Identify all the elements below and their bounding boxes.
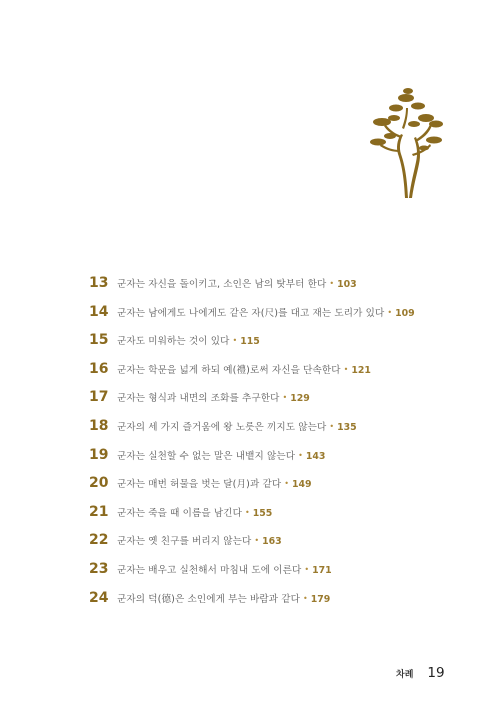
chapter-title: 군자는 매번 허물을 벗는 달(月)과 같다 (117, 479, 282, 491)
separator-dot: • (387, 307, 393, 317)
pine-tree-icon (368, 78, 446, 198)
toc-entry[interactable] (89, 418, 489, 447)
separator-dot: • (232, 336, 238, 346)
page-number: 155 (252, 507, 273, 519)
separator-dot: • (343, 364, 349, 374)
toc-entry[interactable] (89, 475, 489, 504)
page-number: 115 (240, 336, 260, 348)
page-number: 171 (312, 564, 332, 576)
table-of-contents (89, 275, 489, 618)
toc-entry[interactable] (89, 275, 489, 304)
chapter-number: 14 (89, 303, 109, 320)
chapter-number: 16 (89, 360, 109, 377)
toc-entry[interactable] (89, 332, 489, 361)
chapter-title: 군자도 미워하는 것이 있다 (117, 336, 230, 348)
chapter-title: 군자는 학문을 넓게 하되 예(禮)로써 자신을 단속한다 (117, 364, 341, 376)
chapter-title: 군자는 배우고 실천해서 마침내 도에 이른다 (117, 564, 302, 576)
separator-dot: • (329, 279, 335, 288)
separator-dot: • (282, 393, 288, 403)
toc-entry[interactable] (89, 389, 489, 418)
page-number: 143 (305, 450, 326, 462)
folio-page-number: 19 (427, 665, 445, 681)
chapter-number: 24 (89, 589, 109, 606)
separator-dot: • (298, 450, 303, 460)
separator-dot: • (245, 507, 250, 517)
page-number: 129 (290, 393, 310, 405)
page-number: 149 (292, 479, 312, 491)
separator-dot: • (329, 421, 335, 431)
separator-dot: • (284, 479, 289, 489)
toc-entry[interactable] (89, 561, 489, 590)
toc-entry[interactable] (89, 590, 489, 619)
chapter-number: 23 (89, 560, 109, 577)
chapter-number: 15 (89, 332, 109, 349)
toc-entry[interactable] (89, 504, 489, 533)
separator-dot: • (303, 593, 308, 603)
chapter-number: 19 (89, 446, 109, 463)
chapter-title: 군자는 죽을 때 이름을 남긴다 (117, 507, 243, 519)
page-footer (396, 665, 445, 681)
chapter-number: 18 (89, 417, 109, 434)
chapter-number: 21 (89, 503, 109, 520)
page-number: 109 (395, 307, 415, 319)
chapter-number: 13 (89, 275, 109, 291)
chapter-title: 군자의 덕(德)은 소인에게 부는 바람과 같다 (117, 593, 301, 605)
page-number: 163 (262, 536, 282, 548)
chapter-number: 20 (89, 475, 109, 492)
chapter-title: 군자는 자신을 돌이키고, 소인은 남의 탓부터 한다 (117, 279, 327, 290)
page-number: 135 (337, 421, 357, 433)
chapter-title: 군자는 형식과 내면의 조화를 추구한다 (117, 393, 280, 405)
chapter-title: 군자는 남에게도 나에게도 같은 자(尺)를 대고 재는 도리가 있다 (117, 307, 385, 319)
separator-dot: • (254, 536, 260, 546)
toc-entry[interactable] (89, 304, 489, 333)
toc-entry[interactable] (89, 447, 489, 476)
chapter-title: 군자는 실천할 수 없는 말은 내뱉지 않는다 (117, 450, 296, 462)
separator-dot: • (304, 564, 310, 574)
section-label: 차례 (396, 670, 414, 680)
chapter-title: 군자는 옛 친구를 버리지 않는다 (117, 536, 252, 548)
page-number: 121 (351, 364, 371, 376)
toc-entry[interactable] (89, 361, 489, 390)
page-number: 179 (310, 593, 331, 605)
page-number: 103 (337, 279, 357, 290)
chapter-title: 군자의 세 가지 즐거움에 왕 노릇은 끼지도 않는다 (117, 421, 327, 433)
chapter-number: 22 (89, 532, 109, 549)
toc-entry[interactable] (89, 532, 489, 561)
chapter-number: 17 (89, 389, 109, 406)
